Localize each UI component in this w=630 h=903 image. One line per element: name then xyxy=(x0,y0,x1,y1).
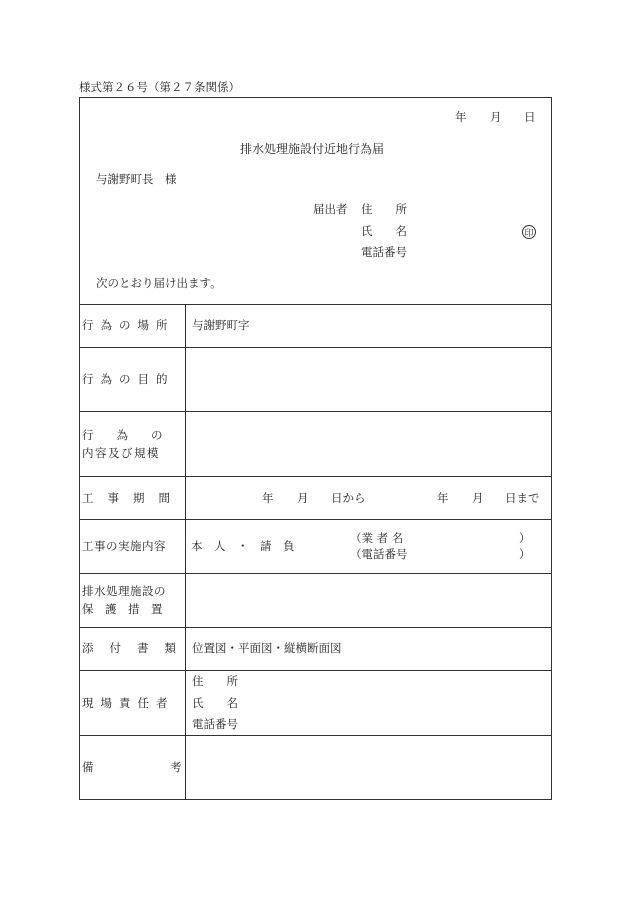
attachments-label: 添付書類 xyxy=(82,641,192,655)
date-year[interactable]: 年 xyxy=(455,110,467,124)
row-divider xyxy=(79,347,552,348)
row-divider xyxy=(79,519,552,520)
period-from[interactable]: 日から xyxy=(331,491,366,505)
period-month-2[interactable]: 月 xyxy=(472,491,484,505)
row-divider xyxy=(79,476,552,477)
content-label-line2: 内容及び規模 xyxy=(82,446,160,460)
period-until[interactable]: 日まで xyxy=(505,491,540,505)
period-year-2[interactable]: 年 xyxy=(437,491,449,505)
purpose-label: 行為の目的 xyxy=(82,372,175,386)
method-options[interactable]: 本 人 ・ 請 負 xyxy=(191,539,295,553)
date-month[interactable]: 月 xyxy=(490,110,502,124)
date-day[interactable]: 日 xyxy=(524,110,536,124)
facility-label-line1: 排水処理施設の xyxy=(82,584,166,598)
row-divider xyxy=(79,304,552,305)
manager-address-label: 住 所 xyxy=(192,674,238,688)
period-year-1[interactable]: 年 xyxy=(262,491,274,505)
manager-label: 現場責任者 xyxy=(82,696,175,710)
location-value[interactable]: 与謝野町字 xyxy=(192,318,250,332)
row-divider xyxy=(79,627,552,628)
contractor-name-label: （業 者 名 xyxy=(350,531,404,545)
period-month-1[interactable]: 月 xyxy=(297,491,309,505)
manager-name-label: 氏 名 xyxy=(192,696,238,710)
facility-label-line2: 保 護 措 置 xyxy=(82,602,163,616)
form-title: 排水処理施設付近地行為届 xyxy=(240,142,385,156)
manager-phone-label: 電話番号 xyxy=(192,717,238,731)
remarks-label-first: 備 xyxy=(82,760,94,774)
applicant-label: 届出者 xyxy=(313,202,348,216)
form-number: 様式第２６号（第２７条関係） xyxy=(79,80,240,94)
location-label: 行為の場所 xyxy=(82,318,175,332)
period-label: 工事期間 xyxy=(82,491,184,505)
seal-mark: 印 xyxy=(522,225,536,239)
content-label-line1: 行 為 の xyxy=(82,428,163,442)
method-label: 工事の実施内容 xyxy=(82,539,166,553)
row-divider xyxy=(79,670,552,671)
row-divider xyxy=(79,411,552,412)
contractor-close-paren-1: ） xyxy=(519,531,531,545)
contractor-close-paren-2: ） xyxy=(519,547,531,561)
row-divider xyxy=(79,573,552,574)
applicant-address-label: 住 所 xyxy=(361,202,407,216)
contractor-phone-label: （電話番号 xyxy=(350,547,408,561)
column-divider xyxy=(185,304,186,800)
row-divider xyxy=(79,735,552,736)
intro-text: 次のとおり届け出ます。 xyxy=(96,276,222,290)
applicant-name-label: 氏 名 xyxy=(361,224,407,238)
attachments-value: 位置図・平面図・縦横断面図 xyxy=(192,641,342,655)
remarks-label-last: 考 xyxy=(170,760,182,774)
applicant-phone-label: 電話番号 xyxy=(361,245,407,259)
addressee: 与謝野町長 様 xyxy=(96,172,177,186)
